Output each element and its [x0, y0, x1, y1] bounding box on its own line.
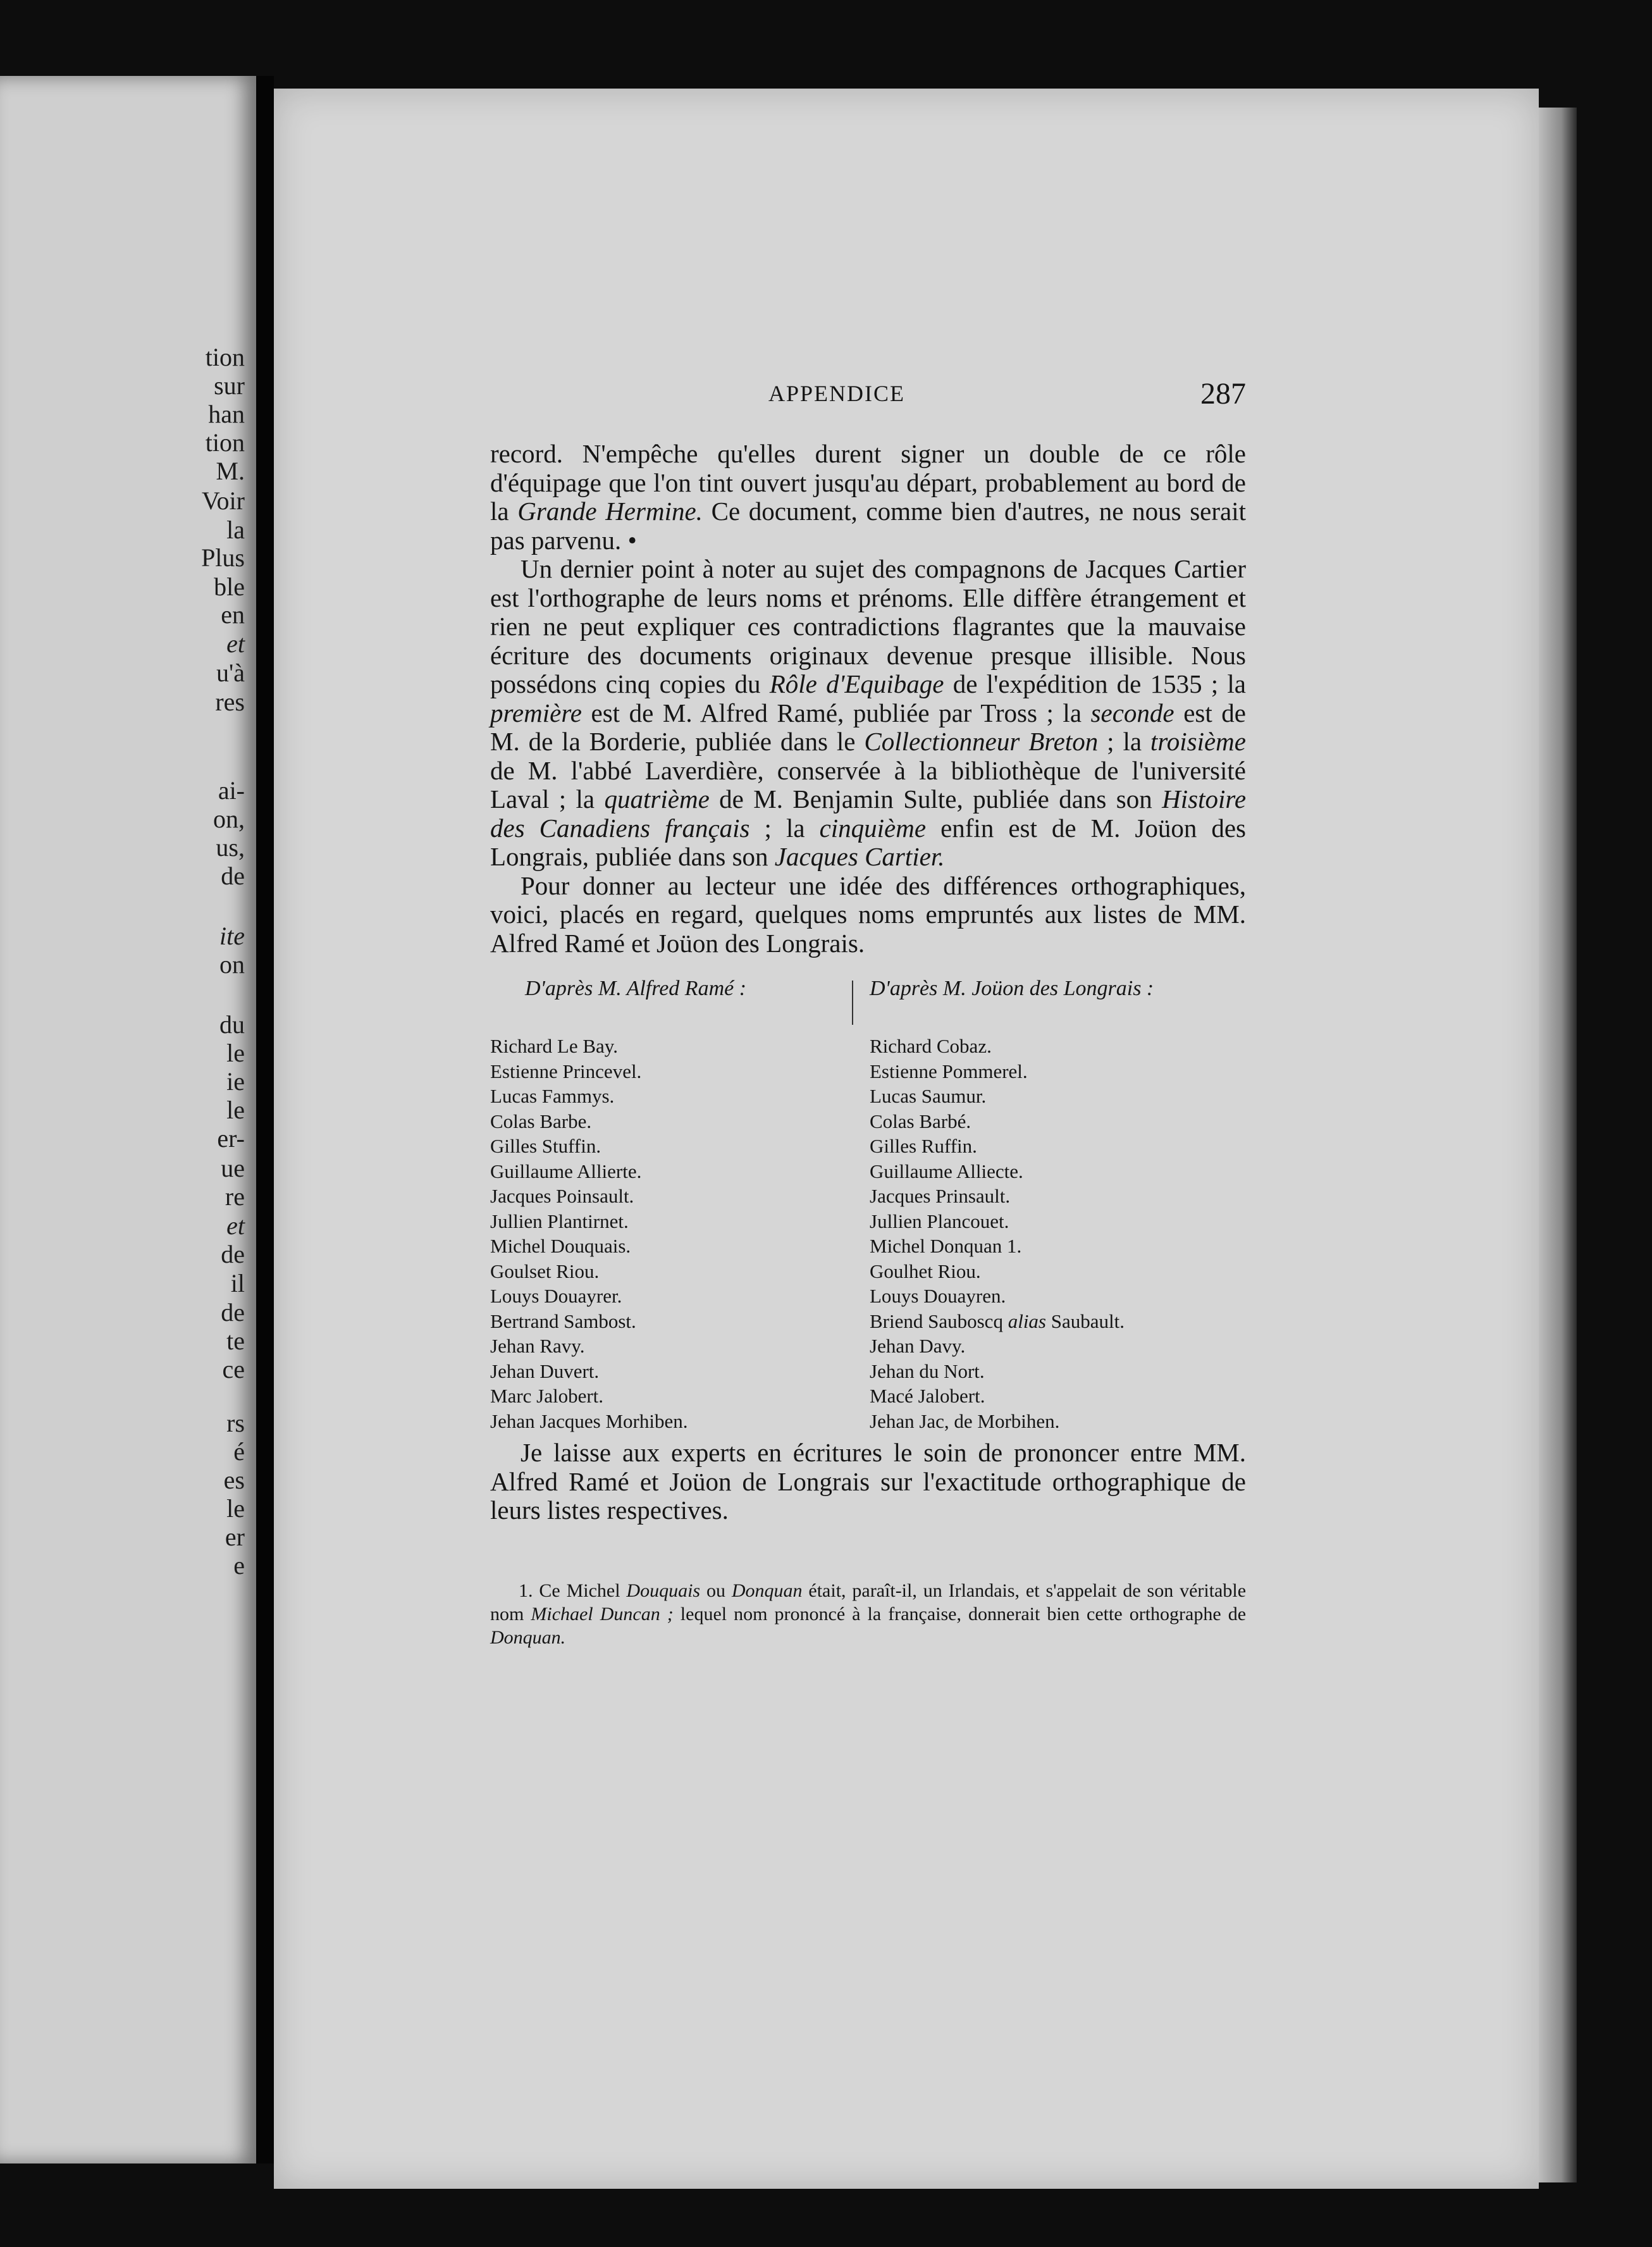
name-entry: Goulhet Riou.	[870, 1260, 981, 1282]
column-header-rame: D'après M. Alfred Ramé :	[525, 977, 747, 1000]
name-list-rame	[490, 1034, 688, 1433]
page-content	[490, 376, 1246, 1668]
left-page-text-fragment: es	[223, 1466, 245, 1494]
left-page-text-fragment: res	[215, 688, 245, 716]
left-page-text-fragment: de	[221, 862, 245, 890]
name-entry: Bertrand Sambost.	[490, 1309, 636, 1332]
name-entry: Guillaume Allierte.	[490, 1160, 642, 1182]
name-entry: Lucas Saumur.	[870, 1085, 987, 1107]
name-entry: Louys Douayrer.	[490, 1285, 622, 1307]
left-page-text-fragment: er	[225, 1523, 245, 1551]
left-page-text-fragment: er-	[217, 1124, 245, 1153]
paragraph: Pour donner au lecteur une idée des différences orthographiques, voici, placés en regard, quelques noms empruntés aux listes de MM. Alfred Ramé et Joüon des Longrais.	[490, 870, 1246, 958]
name-entry: Jullien Plancouet.	[870, 1210, 1009, 1232]
paragraph: record. N'empêche qu'elles durent signer un double de ce rôle d'équipage que l'on tint ouvert jusqu'au départ, probablement au bord de la Grande Hermine. Ce document, comme bien d'autres, ne nous serait pas parvenu. •	[490, 439, 1246, 555]
left-page-text-fragment: ble	[214, 573, 245, 601]
name-entry: Richard Le Bay.	[490, 1035, 618, 1057]
left-page-text-fragment: de	[221, 1240, 245, 1268]
left-page-text-fragment: il	[230, 1269, 245, 1297]
column-divider	[852, 981, 853, 1025]
closing-paragraph: Je laisse aux experts en écritures le soin de prononcer entre MM. Alfred Ramé et Joüon de Longrais sur l'exactitude orthographique de leurs listes respectives.	[490, 1438, 1246, 1525]
left-page-text-fragment: la	[226, 516, 245, 544]
name-entry: Jacques Poinsault.	[490, 1185, 634, 1207]
name-entry: Briend Sauboscq alias Saubault.	[870, 1309, 1125, 1332]
book-gutter	[256, 76, 274, 2163]
page-edge	[1539, 108, 1577, 2182]
name-entry: Lucas Fammys.	[490, 1085, 615, 1107]
left-page-text-fragment: sur	[214, 371, 245, 400]
running-head	[490, 376, 1246, 414]
footnote: 1. Ce Michel Douquais ou Donquan était, paraît-il, un Irlandais, et s'appelait de son véritable nom Michael Duncan ; lequel nom prononcé à la française, donnerait bien cette orthographe de Donquan.	[490, 1580, 1247, 1648]
left-page-text-fragment: et	[226, 629, 245, 658]
left-page-text-fragment: rs	[226, 1409, 245, 1437]
name-entry: Michel Donquan 1.	[870, 1235, 1022, 1257]
left-page-text-fragment: ue	[221, 1154, 245, 1182]
column-header-jouon: D'après M. Joüon des Longrais :	[870, 977, 1154, 1000]
name-entry: Jehan Duvert.	[490, 1359, 600, 1382]
left-page-text-fragment: Plus	[201, 543, 245, 572]
left-page-text-fragment: han	[208, 400, 245, 428]
left-page-text-fragment: Voir	[201, 486, 245, 515]
left-page-text-fragment: M.	[216, 457, 245, 485]
left-page-text-fragment: us,	[216, 833, 245, 862]
left-page-text-fragment: é	[233, 1437, 245, 1466]
name-entry: Macé Jalobert.	[870, 1385, 985, 1407]
left-page-text-fragment: ite	[219, 922, 245, 950]
page-number: 287	[1200, 377, 1246, 411]
left-page-text-fragment: du	[219, 1010, 245, 1039]
left-page-text-fragment: de	[221, 1298, 245, 1327]
paragraph: Un dernier point à noter au sujet des compagnons de Jacques Cartier est l'orthographe de leurs noms et prénoms. Elle diffère étrangement et rien ne peut expliquer ces contradictions flagrantes que la mauvaise écriture des documents originaux devenue presque illisible. Nous possédons cinq copies du Rôle d'Equibage de l'expédition de 1535 ; la première est de M. Alfred Ramé, publiée par Tross ; la seconde est de M. de la Borderie, publiée dans le Collectionneur Breton ; la troisième de M. l'abbé Laverdière, conservée à la bibliothèque de l'université Laval ; la quatrième de M. Benjamin Sulte, publiée dans son Histoire des Canadiens français ; la cinquième enfin est de M. Joüon des Longrais, publiée dans son Jacques Cartier.	[490, 554, 1247, 871]
left-page-text-fragment: u'à	[216, 659, 245, 687]
name-entry: Jacques Prinsault.	[870, 1185, 1011, 1207]
running-title: APPENDICE	[768, 381, 906, 406]
left-page-text-fragment: ie	[226, 1067, 245, 1096]
name-entry: Jehan Davy.	[870, 1335, 966, 1357]
name-entry: Marc Jalobert.	[490, 1385, 604, 1407]
name-entry: Jehan du Nort.	[870, 1359, 985, 1382]
left-page-text-fragment: re	[225, 1182, 245, 1211]
left-page-text-fragment: le	[226, 1096, 245, 1124]
left-page-text-fragment: et	[226, 1211, 245, 1240]
name-comparison-table	[490, 977, 1246, 1432]
left-page-text-fragment: le	[226, 1494, 245, 1523]
left-page-fragment	[0, 76, 256, 2163]
left-page-text-fragment: en	[221, 600, 245, 629]
name-entry: Michel Douquais.	[490, 1235, 631, 1257]
name-entry: Richard Cobaz.	[870, 1035, 992, 1057]
name-entry: Jehan Ravy.	[490, 1335, 585, 1357]
name-entry: Colas Barbé.	[870, 1110, 971, 1132]
name-entry: Gilles Ruffin.	[870, 1135, 977, 1157]
left-page-text-fragment: ai-	[218, 776, 245, 805]
left-page-text-fragment: te	[226, 1327, 245, 1355]
left-page-text-fragment: on	[219, 950, 245, 979]
name-entry: Goulset Riou.	[490, 1260, 600, 1282]
name-entry: Jullien Plantirnet.	[490, 1210, 629, 1232]
name-entry: Guillaume Alliecte.	[870, 1160, 1023, 1182]
name-entry: Gilles Stuffin.	[490, 1135, 601, 1157]
name-entry: Colas Barbe.	[490, 1110, 592, 1132]
left-page-text-fragment: ce	[222, 1355, 245, 1383]
body-text	[490, 440, 1246, 958]
name-entry: Jehan Jac, de Morbihen.	[870, 1409, 1060, 1432]
name-entry: Louys Douayren.	[870, 1285, 1006, 1307]
name-entry: Jehan Jacques Morhiben.	[490, 1409, 688, 1432]
left-page-text-fragment: le	[226, 1039, 245, 1067]
left-page-text-fragment: tion	[205, 343, 245, 371]
name-entry: Estienne Princevel.	[490, 1060, 642, 1082]
left-page-text-fragment: e	[233, 1551, 245, 1580]
name-entry: Estienne Pommerel.	[870, 1060, 1028, 1082]
left-page-text-fragment: tion	[205, 428, 245, 457]
left-page-text-fragment: on,	[213, 805, 245, 833]
name-list-jouon	[870, 1034, 1125, 1433]
